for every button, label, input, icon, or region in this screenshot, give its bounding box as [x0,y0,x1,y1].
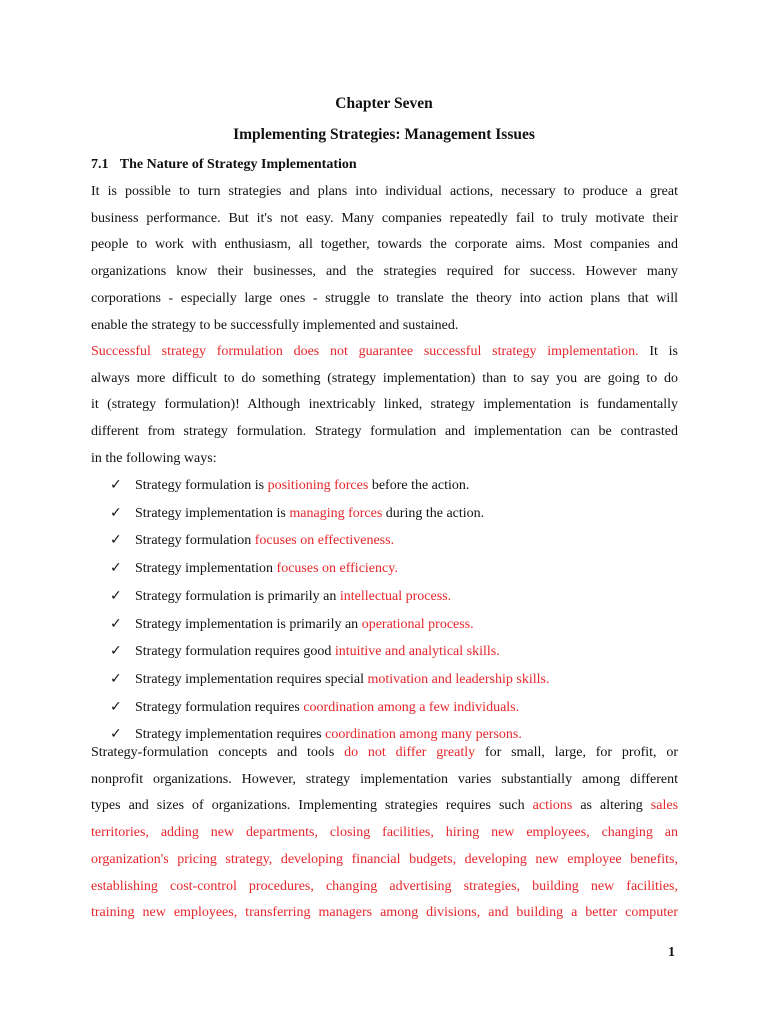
check-icon: ✓ [110,726,122,743]
highlighted-text: actions [532,798,573,814]
page-number: 1 [668,945,675,960]
item-text: Strategy implementation requires [135,727,326,743]
paragraph-line: in the following ways: [91,450,217,466]
paragraph-line [91,339,678,366]
plain-text: It is [638,344,678,359]
paragraph-line: organization's pricing strategy, developing financial budgets, developing new employee benefits, [91,851,678,867]
item-text: Strategy formulation [135,533,255,549]
paragraph-3 [91,740,678,927]
paragraph-line [91,793,678,820]
list-item [110,638,670,666]
paragraph-line: it (strategy formulation)! Although inextricably linked, strategy implementation is fundamentally [91,397,678,413]
chapter-subtitle: Implementing Strategies: Management Issues [233,126,535,143]
check-icon: ✓ [110,477,122,493]
paragraph-line: always more difficult to do something (strategy implementation) than to say you are going to do [91,370,678,386]
paragraph-line: enable the strategy to be successfully implemented and sustained. [91,317,459,333]
highlighted-text: Successful strategy formulation does not guarantee successful strategy implementation. [91,344,639,359]
list-item [110,527,670,555]
check-icon: ✓ [110,615,122,632]
list-item [110,694,670,722]
item-text: during the action. [382,505,485,521]
check-icon: ✓ [110,670,122,687]
paragraph-line [91,740,678,767]
highlighted-text: motivation and leadership skills. [367,671,550,687]
item-text: Strategy formulation requires good [135,644,335,660]
check-icon: ✓ [110,698,122,715]
list-item [110,611,670,639]
paragraph-line: territories, adding new departments, closing facilities, hiring new employees, changing an [91,825,678,841]
paragraph-line: corporations - especially large ones - struggle to translate the theory into action plans that will [91,290,678,306]
chapter-title: Chapter Seven [335,95,433,112]
comparison-list [110,472,670,749]
highlighted-text: coordination among a few individuals. [303,699,520,715]
plain-text: as altering [572,798,651,814]
paragraph-line: business performance. But it's not easy. Many companies repeatedly fail to truly motivate their [91,210,678,226]
section-title: The Nature of Strategy Implementation [119,157,357,172]
plain-text: for small, large, for profit, or [475,745,678,760]
check-icon: ✓ [110,532,122,549]
highlighted-text: operational process. [361,616,474,632]
paragraph-2 [91,339,678,473]
item-text: Strategy formulation requires [135,699,304,715]
paragraph-line: training new employees, transferring managers among divisions, and building a better computer [91,905,678,921]
list-item [110,472,670,500]
item-text: Strategy implementation [135,561,277,577]
item-text: before the action. [368,478,470,493]
item-text: Strategy implementation is primarily an [135,616,362,632]
paragraph-1 [91,179,678,339]
list-item [110,666,670,694]
highlighted-text: managing forces [289,505,383,521]
highlighted-text: coordination among many persons. [325,727,522,743]
highlighted-text: focuses on efficiency. [276,561,398,577]
item-text: Strategy formulation is primarily an [135,588,340,604]
section-number: 7.1 [91,157,109,172]
check-icon: ✓ [110,504,122,521]
item-text: Strategy formulation is [135,478,268,493]
paragraph-line: establishing cost-control procedures, changing advertising strategies, building new facilities, [91,878,678,894]
highlighted-text: intellectual process. [339,588,452,604]
paragraph-line: nonprofit organizations. However, strategy implementation varies substantially among different [91,771,678,787]
check-icon: ✓ [110,587,122,604]
list-item [110,583,670,611]
paragraph-line: It is possible to turn strategies and plans into individual actions, necessary to produce a great [91,184,678,199]
check-icon: ✓ [110,560,122,577]
list-item [110,500,670,528]
highlighted-text: sales [650,798,678,814]
item-text: Strategy implementation requires special [135,671,368,687]
paragraph-line: different from strategy formulation. Strategy formulation and implementation can be contrasted [91,424,678,440]
plain-text: types and sizes of organizations. Implementing strategies requires such [91,798,533,814]
highlighted-text: focuses on effectiveness. [254,533,395,549]
list-item [110,555,670,583]
section-heading [91,155,357,175]
highlighted-text: positioning forces [267,478,369,493]
highlighted-text: do not differ greatly [344,745,476,760]
highlighted-text: intuitive and analytical skills. [334,644,500,660]
paragraph-line: organizations know their businesses, and the strategies required for success. However many [91,264,678,280]
paragraph-line: people to work with enthusiasm, all together, towards the corporate aims. Most companies and [91,237,678,253]
plain-text: Strategy-formulation concepts and tools [91,745,345,760]
item-text: Strategy implementation is [135,505,290,521]
check-icon: ✓ [110,643,122,660]
